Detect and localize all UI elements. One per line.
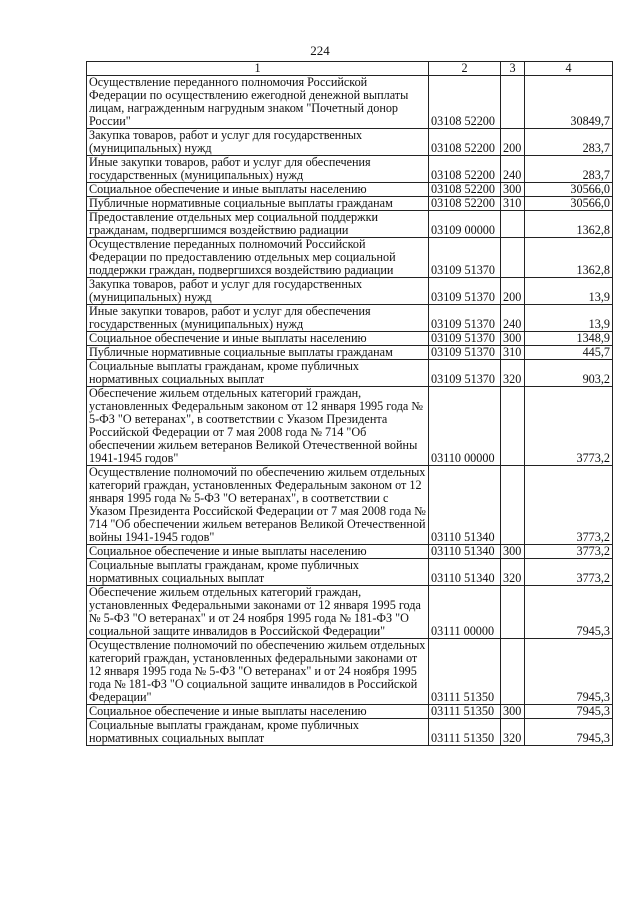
row-name-cell: Обеспечение жильем отдельных категорий граждан, установленных Федеральными законами от 12 января 1995 года № 5-ФЗ "О ветеранах" и от 24 ноября 1995 года № 181-ФЗ "О социальной защите инвалидов в Российской Федерации" [87, 586, 429, 639]
table-row [87, 639, 613, 705]
row-vr-cell: 200 [501, 129, 525, 156]
table-row [87, 305, 613, 332]
table-row [87, 332, 613, 346]
row-code-cell: 03108 52200 [429, 156, 501, 183]
row-amount-cell: 3773,2 [525, 387, 613, 466]
row-amount-cell: 7945,3 [525, 639, 613, 705]
row-code-cell: 03111 51350 [429, 719, 501, 746]
row-code-cell: 03108 52200 [429, 197, 501, 211]
row-name-cell: Иные закупки товаров, работ и услуг для обеспечения государственных (муниципальных) нужд [87, 305, 429, 332]
table-row [87, 545, 613, 559]
row-amount-cell: 7945,3 [525, 719, 613, 746]
row-name-cell: Осуществление полномочий по обеспечению жильем отдельных категорий граждан, установленных федеральными законами от 12 января 1995 года № 5-ФЗ "О ветеранах" и от 24 ноября 1995 года № 181-ФЗ "О социальной защите инвалидов в Российской Федерации" [87, 639, 429, 705]
table-row [87, 719, 613, 746]
row-name-cell: Осуществление переданных полномочий Российской Федерации по предоставлению отдельных мер социальной поддержки граждан, подвергшихся воздействию радиации [87, 238, 429, 278]
row-amount-cell: 1362,8 [525, 211, 613, 238]
row-amount-cell: 30566,0 [525, 197, 613, 211]
table-row [87, 238, 613, 278]
table-row [87, 360, 613, 387]
row-vr-cell: 300 [501, 332, 525, 346]
row-name-cell: Закупка товаров, работ и услуг для государственных (муниципальных) нужд [87, 129, 429, 156]
row-vr-cell [501, 586, 525, 639]
row-vr-cell: 320 [501, 360, 525, 387]
row-amount-cell: 7945,3 [525, 586, 613, 639]
row-code-cell: 03110 00000 [429, 387, 501, 466]
table-row [87, 76, 613, 129]
row-vr-cell: 200 [501, 278, 525, 305]
row-vr-cell: 300 [501, 705, 525, 719]
row-name-cell: Социальные выплаты гражданам, кроме публичных нормативных социальных выплат [87, 360, 429, 387]
row-amount-cell: 3773,2 [525, 559, 613, 586]
table-row [87, 129, 613, 156]
row-vr-cell: 240 [501, 156, 525, 183]
row-name-cell: Социальное обеспечение и иные выплаты населению [87, 545, 429, 559]
row-name-cell: Осуществление полномочий по обеспечению жильем отдельных категорий граждан, установленных Федеральным законом от 12 января 1995 года № 5-ФЗ "О ветеранах", в соответствии с Указом Президента Российской Федерации от 7 мая 2008 года № 714 "Об обеспечении жильем ветеранов Великой Отечественной войны 1941-1945 годов" [87, 466, 429, 545]
row-code-cell: 03108 52200 [429, 183, 501, 197]
row-amount-cell: 903,2 [525, 360, 613, 387]
row-vr-cell: 300 [501, 183, 525, 197]
row-name-cell: Осуществление переданного полномочия Российской Федерации по осуществлению ежегодной денежной выплаты лицам, награжденным нагрудным знаком "Почетный донор России" [87, 76, 429, 129]
row-name-cell: Социальное обеспечение и иные выплаты населению [87, 705, 429, 719]
table-row [87, 705, 613, 719]
row-vr-cell [501, 639, 525, 705]
row-vr-cell [501, 211, 525, 238]
row-amount-cell: 7945,3 [525, 705, 613, 719]
table-row [87, 197, 613, 211]
row-name-cell: Социальное обеспечение и иные выплаты населению [87, 183, 429, 197]
row-amount-cell: 3773,2 [525, 466, 613, 545]
row-amount-cell: 283,7 [525, 156, 613, 183]
row-name-cell: Иные закупки товаров, работ и услуг для обеспечения государственных (муниципальных) нужд [87, 156, 429, 183]
row-name-cell: Публичные нормативные социальные выплаты гражданам [87, 346, 429, 360]
table-row [87, 211, 613, 238]
row-vr-cell: 310 [501, 197, 525, 211]
table-row [87, 346, 613, 360]
header-col-3: 3 [501, 62, 525, 76]
row-code-cell: 03109 00000 [429, 211, 501, 238]
row-amount-cell: 30849,7 [525, 76, 613, 129]
table-row [87, 559, 613, 586]
row-code-cell: 03110 51340 [429, 545, 501, 559]
row-name-cell: Закупка товаров, работ и услуг для государственных (муниципальных) нужд [87, 278, 429, 305]
row-code-cell: 03111 51350 [429, 639, 501, 705]
table-row [87, 466, 613, 545]
row-code-cell: 03111 00000 [429, 586, 501, 639]
row-amount-cell: 30566,0 [525, 183, 613, 197]
row-vr-cell [501, 387, 525, 466]
row-vr-cell: 240 [501, 305, 525, 332]
row-vr-cell: 320 [501, 719, 525, 746]
table-row [87, 586, 613, 639]
row-code-cell: 03108 52200 [429, 76, 501, 129]
table-row [87, 278, 613, 305]
table-row [87, 156, 613, 183]
table-row [87, 183, 613, 197]
row-code-cell: 03109 51370 [429, 332, 501, 346]
row-code-cell: 03109 51370 [429, 305, 501, 332]
header-col-1: 1 [87, 62, 429, 76]
row-code-cell: 03110 51340 [429, 559, 501, 586]
row-name-cell: Публичные нормативные социальные выплаты гражданам [87, 197, 429, 211]
row-amount-cell: 3773,2 [525, 545, 613, 559]
row-vr-cell: 320 [501, 559, 525, 586]
header-col-4: 4 [525, 62, 613, 76]
row-amount-cell: 1348,9 [525, 332, 613, 346]
header-col-2: 2 [429, 62, 501, 76]
row-amount-cell: 283,7 [525, 129, 613, 156]
row-amount-cell: 1362,8 [525, 238, 613, 278]
row-code-cell: 03109 51370 [429, 238, 501, 278]
row-vr-cell [501, 76, 525, 129]
row-code-cell: 03110 51340 [429, 466, 501, 545]
row-vr-cell [501, 466, 525, 545]
row-code-cell: 03109 51370 [429, 346, 501, 360]
row-code-cell: 03111 51350 [429, 705, 501, 719]
row-name-cell: Социальное обеспечение и иные выплаты населению [87, 332, 429, 346]
page-number: 224 [310, 43, 330, 58]
row-vr-cell [501, 238, 525, 278]
row-name-cell: Предоставление отдельных мер социальной поддержки гражданам, подвергшимся воздействию радиации [87, 211, 429, 238]
budget-table [86, 61, 613, 746]
row-code-cell: 03109 51370 [429, 278, 501, 305]
row-code-cell: 03109 51370 [429, 360, 501, 387]
row-amount-cell: 13,9 [525, 305, 613, 332]
table-row [87, 387, 613, 466]
row-amount-cell: 445,7 [525, 346, 613, 360]
row-name-cell: Социальные выплаты гражданам, кроме публичных нормативных социальных выплат [87, 719, 429, 746]
row-vr-cell: 310 [501, 346, 525, 360]
row-code-cell: 03108 52200 [429, 129, 501, 156]
row-vr-cell: 300 [501, 545, 525, 559]
row-name-cell: Социальные выплаты гражданам, кроме публичных нормативных социальных выплат [87, 559, 429, 586]
row-amount-cell: 13,9 [525, 278, 613, 305]
row-name-cell: Обеспечение жильем отдельных категорий граждан, установленных Федеральным законом от 12 января 1995 года № 5-ФЗ "О ветеранах", в соответствии с Указом Президента Российской Федерации от 7 мая 2008 года № 714 "Об обеспечении жильем ветеранов Великой Отечественной войны 1941-1945 годов" [87, 387, 429, 466]
header-row [87, 62, 613, 76]
